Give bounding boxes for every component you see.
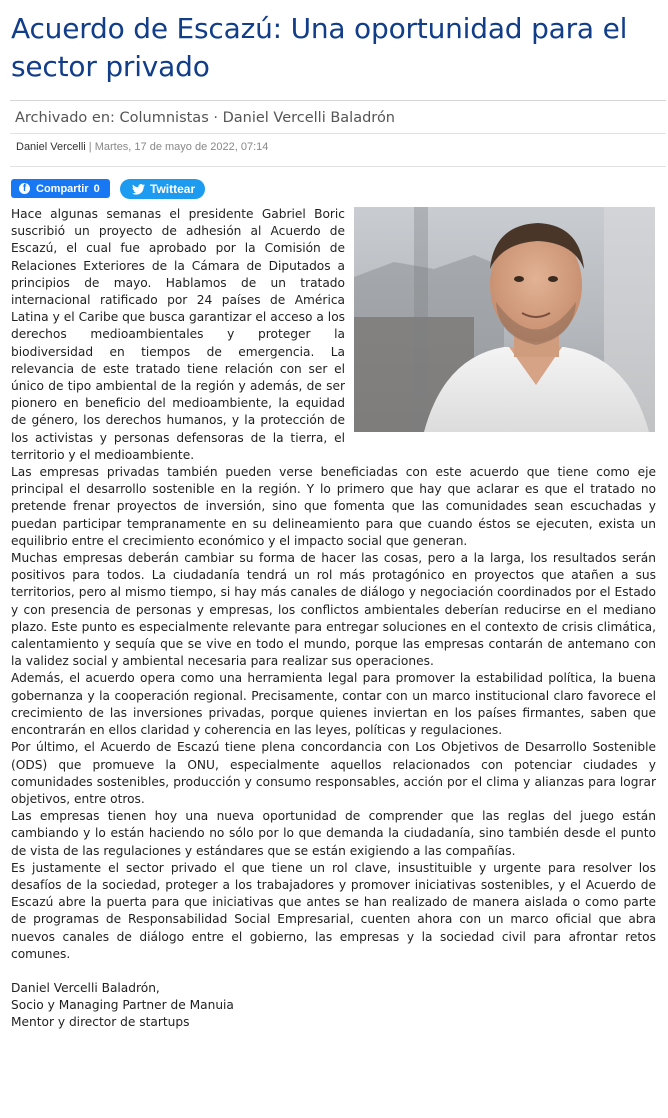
archived-in-label[interactable]: Archivado en: Columnistas · Daniel Vercelli Baladrón bbox=[15, 110, 396, 126]
signature-name: Daniel Vercelli Baladrón, bbox=[11, 980, 160, 995]
paragraph: Las empresas tienen hoy una nueva oportunidad de comprender que las reglas del juego están cambiando y lo están haciendo no sólo por lo que demanda la ciudadanía, sino también desde el punto de vista de las regulaciones y estándares que se están exigiendo a las compañías. bbox=[11, 809, 656, 858]
article-title: Acuerdo de Escazú: Una oportunidad para el sector privado bbox=[11, 12, 628, 83]
twitter-share-button[interactable] bbox=[120, 179, 205, 199]
twitter-bird-icon bbox=[132, 184, 145, 195]
paragraph: Además, el acuerdo opera como una herramienta legal para promover la estabilidad política, la buena gobernanza y la cooperación regional. Precisamente, contar con un marco institucional claro favorece el crecimiento de las inversiones privadas, porque quienes inviertan en los países firmantes, saben que encontrarán en ellos claridad y coherencia en las leyes, políticas y regulaciones. bbox=[11, 671, 656, 738]
facebook-share-count: 0 bbox=[93, 182, 100, 195]
paragraph: Hace algunas semanas el presidente Gabriel Boric suscribió un proyecto de adhesión al Acuerdo de Escazú, el cual fue aprobado por la Comisión de Relaciones Exteriores de la Cámara de Diputados a principios de mayo. Hablamos de un tratado internacional ratificado por 24 países de América Latina y el Caribe que busca garantizar el acceso a los derechos medioambientales y proteger la biodiversidad en tiempos de emergencia. La relevancia de este tratado tiene relación con ser el único de tipo ambiental de la región y además, de ser pionero en beneficio del medioambiente, la equidad de género, los derechos humanos, y la protección de los activistas y personas defensoras de la tierra, el territorio y el medioambiente. bbox=[11, 207, 345, 462]
byline bbox=[16, 140, 268, 154]
divider bbox=[10, 166, 666, 167]
divider bbox=[10, 100, 666, 101]
facebook-share-label: Compartir bbox=[36, 182, 89, 195]
signature bbox=[11, 980, 656, 1032]
signature-extra: Mentor y director de startups bbox=[11, 1015, 190, 1030]
paragraph: Es justamente el sector privado el que tiene un rol clave, insustituible y urgente para resolver los desafíos de la sociedad, proteger a los trabajadores y promover iniciativas sostenibles, y el Acuerdo de Escazú abre la puerta para que iniciativas que antes se han realizado de manera aislada o como parte de programas de Responsabilidad Social Empresarial, cuenten ahora con un marco oficial que abra nuevos canales de diálogo entre el gobierno, las empresas y la sociedad civil para afrontar retos comunes. bbox=[11, 860, 656, 961]
byline-author[interactable]: Daniel Vercelli bbox=[16, 141, 86, 153]
facebook-share-button[interactable] bbox=[11, 179, 110, 198]
twitter-share-label: Twittear bbox=[150, 182, 196, 196]
paragraph: Por último, el Acuerdo de Escazú tiene plena concordancia con Los Objetivos de Desarrollo Sostenible (ODS) que promueve la ONU, especialmente aquellos relacionados con potenciar ciudades y comunidades sostenibles, producción y consumo responsables, acción por el clima y alianzas para lograr objetivos, entre otros. bbox=[11, 740, 656, 806]
signature-role: Socio y Managing Partner de Manuia bbox=[11, 998, 234, 1013]
article-body bbox=[11, 206, 656, 1032]
divider bbox=[10, 133, 666, 134]
byline-date: Martes, 17 de mayo de 2022, 07:14 bbox=[94, 141, 269, 153]
facebook-icon: f bbox=[19, 183, 30, 194]
paragraph: Las empresas privadas también pueden verse beneficiadas con este acuerdo que tiene como eje principal el desarrollo sostenible en la región. Y lo primero que hay que aclarar es que el tratado no pretende frenar proyectos de inversión, sino que fomenta que las comunidades sean escuchadas y puedan participar tempranamente en su delineamiento para que cuando éstos se ejecuten, exista un equilibrio entre el crecimiento económico y el impacto social que generan. bbox=[11, 465, 656, 548]
paragraph: Muchas empresas deberán cambiar su forma de hacer las cosas, pero a la larga, los resultados serán positivos para todos. La ciudadanía tendrá un rol más protagónico en proyectos que atañen a sus territorios, pero al mismo tiempo, si hay más canales de diálogo y negociación coordinados por el Estado y con presencia de personas y empresas, los conflictos ambientales deberían reducirse en el mediano plazo. Este punto es especialmente relevante para entregar soluciones en el contexto de crisis climática, calentamiento y sequía que se vive en todo el mundo, porque las empresas contarán de antemano con la validez social y ambiental necesaria para realizar sus operaciones. bbox=[11, 551, 656, 669]
byline-separator: | bbox=[88, 141, 92, 153]
